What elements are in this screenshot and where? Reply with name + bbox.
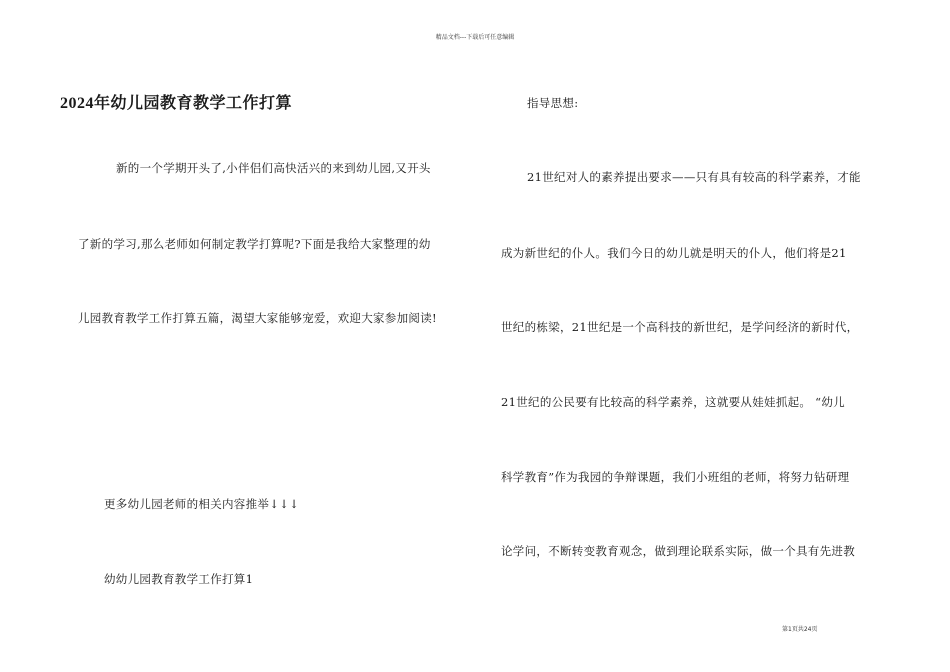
right-paragraph-line-2: 21世纪对人的素养提出要求——只有具有较高的科学素养，才能 [527, 170, 861, 184]
page-number: 第1页共24页 [782, 626, 818, 633]
left-paragraph-line-2: 了新的学习,那么老师如何制定教学打算呢?下面是我给大家整理的幼 [78, 237, 431, 251]
right-paragraph-line-5: 21世纪的公民要有比较高的科学素养，这就要从娃娃抓起。 “幼儿 [501, 395, 845, 409]
right-paragraph-line-6: 科学教育”作为我园的争辩课题，我们小班组的老师，将努力钻研理 [501, 470, 850, 484]
right-paragraph-line-7: 论学问，不断转变教育观念，做到理论联系实际，做一个具有先进教 [501, 544, 855, 558]
right-paragraph-line-3: 成为新世纪的仆人。我们今日的幼儿就是明天的仆人，他们将是21 [501, 246, 847, 260]
document-title: 2024年幼儿园教育教学工作打算 [60, 95, 293, 112]
related-content-line: 更多幼儿园老师的相关内容推举↓↓↓ [104, 497, 300, 511]
header-note: 精品文档---下载后可任意编辑 [435, 34, 515, 41]
right-paragraph-line-1: 指导思想: [527, 96, 579, 110]
right-paragraph-line-4: 世纪的栋梁，21世纪是一个高科技的新世纪，是学问经济的新时代， [501, 320, 859, 334]
left-paragraph-line-3: 儿园教育教学工作打算五篇，渴望大家能够宠爱，欢迎大家参加阅读! [78, 311, 437, 325]
section-heading-line: 幼幼儿园教育教学工作打算1 [104, 572, 254, 586]
left-paragraph-line-1: 新的一个学期开头了,小伴侣们高快活兴的来到幼儿园,又开头 [116, 161, 431, 175]
